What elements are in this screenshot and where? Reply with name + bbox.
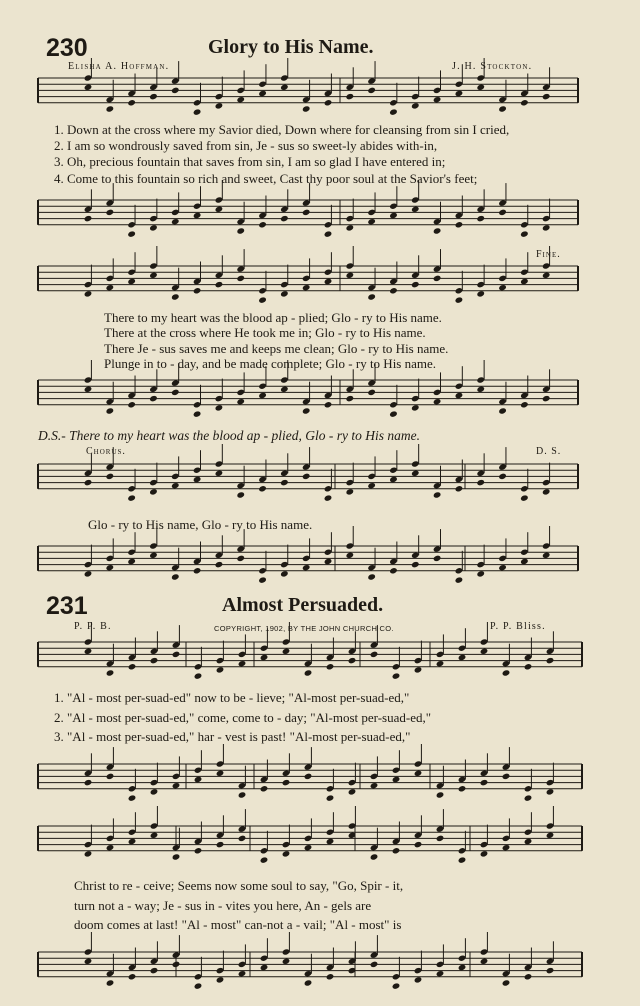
hymn-number: 231 xyxy=(46,592,88,620)
notehead xyxy=(193,410,202,417)
notehead xyxy=(411,561,420,568)
notehead xyxy=(216,666,225,673)
notehead xyxy=(302,209,311,216)
notehead xyxy=(172,651,181,658)
notehead xyxy=(258,90,267,97)
notehead xyxy=(480,648,489,655)
notehead xyxy=(324,558,333,565)
notehead xyxy=(502,979,511,986)
notehead xyxy=(455,576,464,583)
notehead xyxy=(414,666,423,673)
notehead xyxy=(194,847,203,854)
notehead xyxy=(455,296,464,303)
notehead xyxy=(546,657,555,664)
notehead xyxy=(106,773,115,780)
notehead xyxy=(171,87,180,94)
notehead xyxy=(433,227,442,234)
notehead xyxy=(194,672,203,679)
notehead xyxy=(520,494,529,501)
notehead xyxy=(216,770,225,777)
notehead xyxy=(215,102,224,109)
notehead xyxy=(524,838,533,845)
notehead xyxy=(171,293,180,300)
notehead xyxy=(542,395,551,402)
notehead xyxy=(542,488,551,495)
notehead xyxy=(149,224,158,231)
notehead xyxy=(458,964,467,971)
notehead xyxy=(392,982,401,989)
notehead xyxy=(370,651,379,658)
notehead xyxy=(414,841,423,848)
refrain-line: Plunge in to - day, and be made complete; Glo - ry to His name. xyxy=(104,356,437,372)
notehead xyxy=(171,389,180,396)
notehead xyxy=(106,284,115,291)
notehead xyxy=(258,392,267,399)
verse-line: 3. Oh, precious fountain that saves from sin, I am so glad I have entered in; xyxy=(54,154,446,170)
verse-line: 2. I am so wondrously saved from sin, Je - sus so sweet-ly abides with-in, xyxy=(54,138,438,154)
notehead xyxy=(455,90,464,97)
chorus-lyrics: Glo - ry to His name, Glo - ry to His name. xyxy=(88,517,313,532)
notehead xyxy=(128,838,137,845)
notehead xyxy=(392,776,401,783)
verse-line: doom comes at last! "Al - most" can-not a - vail; "Al - most" is xyxy=(74,917,402,932)
notehead xyxy=(304,669,313,676)
refrain-line: There at the cross where He took me in; Glo - ry to His name. xyxy=(104,325,426,341)
notehead xyxy=(367,482,376,489)
verse-line: 1. "Al - most per-suad-ed" now to be - lieve; "Al-most per-suad-ed," xyxy=(54,690,410,705)
notehead xyxy=(236,275,245,282)
verse-lyrics-continued xyxy=(74,876,403,935)
notehead xyxy=(455,392,464,399)
notehead xyxy=(433,555,442,562)
notehead xyxy=(216,976,225,983)
notehead xyxy=(258,221,267,228)
notehead xyxy=(542,272,551,279)
notehead xyxy=(389,410,398,417)
notehead xyxy=(436,791,445,798)
notehead xyxy=(106,844,115,851)
notehead xyxy=(370,961,379,968)
notehead xyxy=(370,853,379,860)
notehead xyxy=(304,979,313,986)
notehead xyxy=(236,491,245,498)
notehead xyxy=(238,970,247,977)
notehead xyxy=(476,290,485,297)
hymn-number: 230 xyxy=(46,34,88,62)
notehead xyxy=(149,395,158,402)
notehead xyxy=(238,835,247,842)
notehead xyxy=(411,206,420,213)
notehead xyxy=(480,850,489,857)
notehead xyxy=(367,389,376,396)
notehead xyxy=(172,782,181,789)
notehead xyxy=(302,407,311,414)
notehead xyxy=(236,555,245,562)
notehead xyxy=(280,84,289,91)
notehead xyxy=(150,832,159,839)
notehead xyxy=(411,470,420,477)
notehead xyxy=(520,401,529,408)
notehead xyxy=(389,108,398,115)
notehead xyxy=(520,99,529,106)
notehead xyxy=(260,964,269,971)
notehead xyxy=(171,482,180,489)
notehead xyxy=(215,470,224,477)
notehead xyxy=(542,552,551,559)
notehead xyxy=(346,488,355,495)
notehead xyxy=(476,479,485,486)
notehead xyxy=(346,552,355,559)
notehead xyxy=(258,485,267,492)
notehead xyxy=(149,552,158,559)
notehead xyxy=(302,105,311,112)
notehead xyxy=(414,976,423,983)
notehead xyxy=(127,99,136,106)
notehead xyxy=(128,794,137,801)
notehead xyxy=(367,573,376,580)
notehead xyxy=(106,209,115,216)
notehead xyxy=(304,773,313,780)
notehead xyxy=(326,663,335,670)
notehead xyxy=(84,958,93,965)
notehead xyxy=(324,99,333,106)
notehead xyxy=(348,788,357,795)
notehead xyxy=(436,970,445,977)
notehead xyxy=(282,779,291,786)
notehead xyxy=(172,853,181,860)
notehead xyxy=(106,105,115,112)
notehead xyxy=(193,567,202,574)
chorus-label: Chorus. xyxy=(86,446,126,457)
notehead xyxy=(542,224,551,231)
notehead xyxy=(280,290,289,297)
notehead xyxy=(414,770,423,777)
verse-lyrics xyxy=(54,122,509,187)
notehead xyxy=(84,570,93,577)
notehead xyxy=(502,773,511,780)
notehead xyxy=(194,776,203,783)
notehead xyxy=(389,287,398,294)
notehead xyxy=(458,856,467,863)
notehead xyxy=(458,785,467,792)
notehead xyxy=(150,657,159,664)
notehead xyxy=(324,278,333,285)
notehead xyxy=(282,850,291,857)
fine-marker: Fine. xyxy=(536,249,561,260)
notehead xyxy=(498,473,507,480)
notehead xyxy=(520,558,529,565)
notehead xyxy=(520,278,529,285)
notehead xyxy=(260,785,269,792)
verse-line: 4. Come to this fountain so rich and sweet, Cast thy poor soul at the Savior's feet; xyxy=(54,170,478,186)
verse-line: turn not a - way; Je - sus in - vites you here, An - gels are xyxy=(74,897,372,913)
notehead xyxy=(127,401,136,408)
notehead xyxy=(455,221,464,228)
notehead xyxy=(326,838,335,845)
notehead xyxy=(346,224,355,231)
notehead xyxy=(324,401,333,408)
verse-line: Christ to re - ceive; Seems now some soul to say, "Go, Spir - it, xyxy=(74,878,404,893)
notehead xyxy=(346,395,355,402)
notehead xyxy=(84,290,93,297)
notehead xyxy=(149,272,158,279)
notehead xyxy=(392,672,401,679)
notehead xyxy=(476,215,485,222)
notehead xyxy=(326,973,335,980)
notehead xyxy=(171,218,180,225)
composer-credit: J. H. Stockton. xyxy=(452,61,533,72)
notehead xyxy=(106,564,115,571)
notehead xyxy=(542,93,551,100)
notehead xyxy=(524,794,533,801)
notehead xyxy=(302,284,311,291)
notehead xyxy=(392,847,401,854)
notehead xyxy=(84,850,93,857)
notehead xyxy=(389,212,398,219)
notehead xyxy=(498,105,507,112)
notehead xyxy=(194,982,203,989)
author-credit: Elisha A. Hoffman. xyxy=(68,61,170,72)
verse-line: 1. Down at the cross where my Savior died, Down where for cleansing from sin I cried, xyxy=(54,122,510,137)
notehead xyxy=(215,206,224,213)
notehead xyxy=(106,473,115,480)
notehead xyxy=(348,657,357,664)
notehead xyxy=(193,212,202,219)
notehead xyxy=(367,293,376,300)
notehead xyxy=(236,96,245,103)
notehead xyxy=(193,287,202,294)
refrain-line: There Je - sus saves me and keeps me clean; Glo - ry to His name. xyxy=(104,340,449,356)
notehead xyxy=(84,779,93,786)
notehead xyxy=(260,856,269,863)
notehead xyxy=(172,961,181,968)
notehead xyxy=(324,494,333,501)
notehead xyxy=(324,230,333,237)
notehead xyxy=(171,573,180,580)
notehead xyxy=(127,558,136,565)
notehead xyxy=(280,479,289,486)
notehead xyxy=(150,967,159,974)
notehead xyxy=(480,779,489,786)
notehead xyxy=(370,782,379,789)
notehead xyxy=(480,958,489,965)
notehead xyxy=(546,832,555,839)
notehead xyxy=(215,404,224,411)
hymn-title: Almost Persuaded. xyxy=(222,594,384,616)
notehead xyxy=(411,404,420,411)
refrain-line: There to my heart was the blood ap - plied; Glo - ry to His name. xyxy=(104,310,442,325)
notehead xyxy=(280,215,289,222)
notehead xyxy=(502,844,511,851)
notehead xyxy=(193,476,202,483)
notehead xyxy=(367,87,376,94)
notehead xyxy=(127,230,136,237)
notehead xyxy=(458,654,467,661)
notehead xyxy=(127,494,136,501)
notehead xyxy=(282,648,291,655)
notehead xyxy=(238,791,247,798)
notehead xyxy=(84,84,93,91)
copyright-notice: COPYRIGHT, 1902, BY THE JOHN CHURCH CO. xyxy=(214,624,394,633)
notehead xyxy=(304,844,313,851)
notehead xyxy=(193,108,202,115)
notehead xyxy=(280,386,289,393)
verse-line: 2. "Al - most per-suad-ed," come, come to - day; "Al-most per-suad-ed," xyxy=(54,709,432,725)
author-credit: P. P. B. xyxy=(74,621,112,632)
notehead xyxy=(476,386,485,393)
notehead xyxy=(236,227,245,234)
notehead xyxy=(302,473,311,480)
notehead xyxy=(476,570,485,577)
notehead xyxy=(546,967,555,974)
notehead xyxy=(149,488,158,495)
notehead xyxy=(127,278,136,285)
composer-credit: P. P. Bliss. xyxy=(490,621,546,632)
hymn-title: Glory to His Name. xyxy=(208,36,374,58)
notehead xyxy=(106,979,115,986)
notehead xyxy=(106,407,115,414)
notehead xyxy=(389,476,398,483)
notehead xyxy=(326,794,335,801)
notehead xyxy=(238,660,247,667)
notehead xyxy=(498,284,507,291)
notehead xyxy=(280,570,289,577)
notehead xyxy=(260,654,269,661)
notehead xyxy=(84,648,93,655)
notehead xyxy=(84,479,93,486)
notehead xyxy=(455,485,464,492)
notehead xyxy=(436,660,445,667)
notehead xyxy=(433,398,442,405)
notehead xyxy=(411,281,420,288)
verse-lyrics xyxy=(54,688,431,747)
notehead xyxy=(546,788,555,795)
notehead xyxy=(346,93,355,100)
refrain-lyrics xyxy=(104,310,448,372)
notehead xyxy=(520,230,529,237)
notehead xyxy=(216,841,225,848)
notehead xyxy=(524,973,533,980)
notehead xyxy=(258,296,267,303)
verse-line: 3. "Al - most per-suad-ed," har - vest is past! "Al-most per-suad-ed," xyxy=(54,729,411,744)
notehead xyxy=(215,281,224,288)
notehead xyxy=(476,84,485,91)
notehead xyxy=(282,958,291,965)
notehead xyxy=(150,788,159,795)
notehead xyxy=(149,93,158,100)
notehead xyxy=(498,564,507,571)
notehead xyxy=(215,561,224,568)
ds-instruction: D.S.- There to my heart was the blood ap - plied, Glo - ry to His name. xyxy=(38,428,420,443)
notehead xyxy=(84,386,93,393)
notehead xyxy=(106,669,115,676)
notehead xyxy=(258,576,267,583)
notehead xyxy=(498,407,507,414)
notehead xyxy=(524,663,533,670)
notehead xyxy=(236,398,245,405)
notehead xyxy=(84,215,93,222)
notehead xyxy=(346,272,355,279)
notehead xyxy=(411,102,420,109)
notehead xyxy=(433,275,442,282)
notehead xyxy=(389,567,398,574)
notehead xyxy=(433,96,442,103)
ds-marker: D. S. xyxy=(536,446,562,457)
notehead xyxy=(367,218,376,225)
notehead xyxy=(433,491,442,498)
notehead xyxy=(302,564,311,571)
notehead xyxy=(436,835,445,842)
notehead xyxy=(128,973,137,980)
notehead xyxy=(498,209,507,216)
notehead xyxy=(128,663,137,670)
notehead xyxy=(502,669,511,676)
